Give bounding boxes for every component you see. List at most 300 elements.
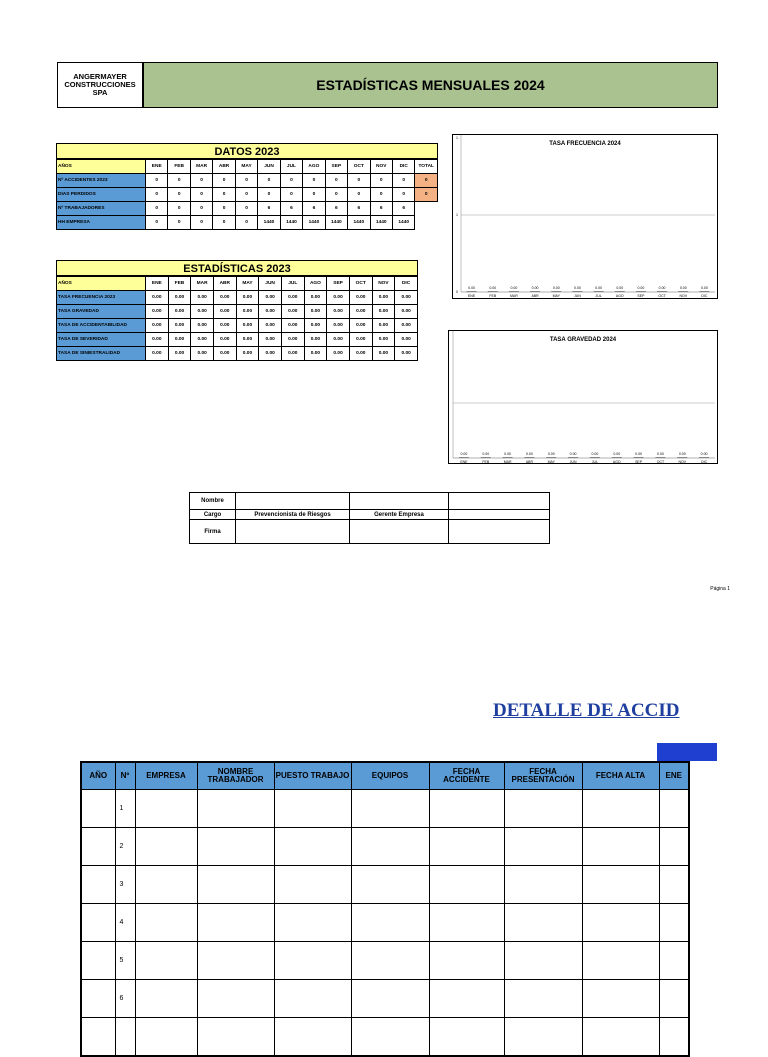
value-cell: 0.00: [213, 319, 236, 333]
value-cell: 0: [146, 216, 168, 230]
row-label: TASA GRAVEDAD: [57, 305, 146, 319]
chart-tasa-frecuencia: [452, 134, 718, 299]
month-header: ENE: [146, 277, 169, 291]
value-cell: 0: [235, 202, 257, 216]
value-cell: 0.00: [327, 333, 350, 347]
detail-cell[interactable]: [197, 904, 274, 942]
value-cell: 0: [146, 174, 168, 188]
x-tick-label: DIC: [701, 460, 708, 463]
detail-cell[interactable]: [351, 828, 429, 866]
value-cell: 6: [258, 202, 280, 216]
value-cell: 0: [235, 174, 257, 188]
value-cell: 0: [348, 188, 370, 202]
row-label: TASA FRECUENCIA 2023: [57, 291, 146, 305]
x-tick-label: NOV: [679, 294, 687, 298]
detail-header: AÑO: [81, 762, 115, 790]
value-cell: 0: [303, 174, 325, 188]
value-cell: 0.00: [281, 305, 304, 319]
y-tick-label: 0: [456, 290, 458, 294]
value-cell: 0.00: [236, 291, 259, 305]
row-label: HH EMPRESA: [57, 216, 146, 230]
month-header: FEB: [168, 160, 190, 174]
signature-table: [189, 492, 550, 544]
data-label: 0.00: [595, 286, 602, 290]
company-line-3: SPA: [58, 89, 142, 97]
detail-cell[interactable]: [81, 790, 115, 828]
month-header: NOV: [370, 160, 392, 174]
cargo-label: Cargo: [190, 510, 236, 520]
row-number: 6: [115, 980, 135, 1018]
value-cell: 0: [392, 174, 414, 188]
value-cell: 0.00: [304, 291, 327, 305]
data-label: 0.00: [679, 452, 686, 456]
chart-tasa-gravedad: [448, 330, 718, 464]
data-label: 0.00: [657, 452, 664, 456]
datos-table: [56, 159, 438, 230]
value-cell: 0.00: [259, 291, 282, 305]
month-header: JUL: [280, 160, 302, 174]
row-number: 5: [115, 942, 135, 980]
value-cell: 0.00: [168, 347, 191, 361]
nombre-cell-3[interactable]: [449, 493, 550, 510]
x-tick-label: MAR: [510, 294, 518, 298]
detail-cell[interactable]: [274, 904, 351, 942]
detail-cell[interactable]: [429, 866, 504, 904]
detail-cell[interactable]: [81, 980, 115, 1018]
value-cell: 0.00: [236, 333, 259, 347]
estadisticas-row: [57, 305, 418, 319]
x-tick-label: DIC: [701, 294, 708, 298]
company-name: [57, 62, 143, 108]
value-cell: 6: [280, 202, 302, 216]
value-cell: 0.00: [168, 291, 191, 305]
detail-header: Nº: [115, 762, 135, 790]
x-tick-label: FEB: [482, 460, 489, 463]
value-cell: 1440: [258, 216, 280, 230]
x-tick-label: JUL: [595, 294, 601, 298]
value-cell: 0.00: [213, 291, 236, 305]
value-cell: 0.00: [281, 291, 304, 305]
x-tick-label: MAR: [504, 460, 512, 463]
value-cell: 6: [348, 202, 370, 216]
value-cell: 0: [348, 174, 370, 188]
datos-row: [57, 216, 438, 230]
x-tick-label: JUN: [570, 460, 577, 463]
estadisticas-table: [56, 276, 418, 361]
value-cell: 0: [325, 188, 347, 202]
value-cell: 0.00: [191, 291, 214, 305]
data-label: 0.00: [592, 452, 599, 456]
estadisticas-row: [57, 319, 418, 333]
value-cell: 0: [168, 174, 190, 188]
table-row: [81, 828, 689, 866]
value-cell: 0.00: [168, 333, 191, 347]
month-header: AGO: [303, 160, 325, 174]
data-label: 0.00: [659, 286, 666, 290]
value-cell: 0.00: [236, 305, 259, 319]
x-tick-label: ABR: [531, 294, 539, 298]
data-label: 0.00: [482, 452, 489, 456]
detail-cell[interactable]: [197, 828, 274, 866]
data-label: 0.00: [701, 286, 708, 290]
value-cell: 0.00: [327, 305, 350, 319]
row-label: TASA DE SEVERIDAD: [57, 333, 146, 347]
month-header: NOV: [372, 277, 395, 291]
detail-header: EMPRESA: [135, 762, 197, 790]
firma-cell-2[interactable]: [350, 520, 449, 544]
value-cell: 0: [235, 188, 257, 202]
row-number: 4: [115, 904, 135, 942]
detail-cell[interactable]: [274, 1018, 351, 1056]
value-cell: 0.00: [191, 333, 214, 347]
value-cell: 0.00: [372, 319, 395, 333]
detail-cell[interactable]: [504, 1018, 582, 1056]
value-cell: 0.00: [304, 333, 327, 347]
chart-gravedad-svg: [449, 331, 717, 463]
detail-cell[interactable]: [197, 1018, 274, 1056]
value-cell: 1440: [370, 216, 392, 230]
detail-cell[interactable]: [582, 904, 659, 942]
table-row: [81, 790, 689, 828]
detail-cell[interactable]: [504, 790, 582, 828]
month-header: JUL: [281, 277, 304, 291]
value-cell: 0: [280, 188, 302, 202]
month-header: FEB: [168, 277, 191, 291]
value-cell: 0.00: [395, 319, 418, 333]
data-label: 0.00: [638, 286, 645, 290]
data-label: 0.00: [616, 286, 623, 290]
detail-cell[interactable]: [351, 904, 429, 942]
detail-cell[interactable]: [351, 1018, 429, 1056]
value-cell: 0: [168, 188, 190, 202]
value-cell: 0.00: [349, 291, 372, 305]
detail-cell[interactable]: [504, 980, 582, 1018]
value-cell: 0.00: [304, 319, 327, 333]
detail-cell[interactable]: [135, 980, 197, 1018]
data-label: 0.00: [548, 452, 555, 456]
value-cell: 0.00: [281, 333, 304, 347]
y-tick-label: 1: [456, 136, 458, 140]
value-cell: 0.00: [349, 333, 372, 347]
row-label: TASA DE SINIESTRALIDAD: [57, 347, 146, 361]
company-line-1: ANGERMAYER: [58, 73, 142, 81]
value-cell: 0: [168, 202, 190, 216]
table-row: [81, 866, 689, 904]
table-row: [81, 904, 689, 942]
detail-cell[interactable]: [81, 904, 115, 942]
x-tick-label: JUL: [592, 460, 598, 463]
detail-header: FECHA ALTA: [582, 762, 659, 790]
data-label: 0.00: [526, 452, 533, 456]
detail-cell[interactable]: [659, 980, 689, 1018]
value-cell: 0.00: [146, 333, 169, 347]
estadisticas-row: [57, 333, 418, 347]
value-cell: 1440: [348, 216, 370, 230]
value-cell: 0: [370, 188, 392, 202]
detail-cell[interactable]: [504, 942, 582, 980]
detail-cell[interactable]: [659, 1018, 689, 1056]
value-cell: 1440: [280, 216, 302, 230]
value-cell: 0.00: [146, 347, 169, 361]
firma-cell-3[interactable]: [449, 520, 550, 544]
detail-header: NOMBRE TRABAJADOR: [197, 762, 274, 790]
detail-cell[interactable]: [135, 828, 197, 866]
value-cell: 0.00: [349, 319, 372, 333]
detail-header: FECHA PRESENTACIÓN: [504, 762, 582, 790]
month-header: MAR: [191, 277, 214, 291]
data-label: 0.00: [468, 286, 475, 290]
data-label: 0.00: [570, 452, 577, 456]
data-label: 0.00: [613, 452, 620, 456]
value-cell: 0.00: [146, 291, 169, 305]
detail-cell[interactable]: [197, 866, 274, 904]
value-cell: 0: [370, 174, 392, 188]
month-header: MAY: [236, 277, 259, 291]
detail-cell[interactable]: [274, 980, 351, 1018]
value-cell: 0.00: [327, 347, 350, 361]
cargo-cell-3[interactable]: [449, 510, 550, 520]
month-header: AGO: [304, 277, 327, 291]
x-tick-label: JUN: [574, 294, 581, 298]
value-cell: 0: [190, 174, 212, 188]
value-cell: 0.00: [395, 333, 418, 347]
month-header: ENE: [146, 160, 168, 174]
estadisticas-row: [57, 347, 418, 361]
value-cell: 0.00: [395, 291, 418, 305]
cargo-prevencionista: Prevencionista de Riesgos: [236, 510, 350, 520]
value-cell: 0.00: [304, 305, 327, 319]
chart-title: TASA FRECUENCIA 2024: [453, 141, 717, 147]
value-cell: 0: [258, 188, 280, 202]
empty-cell: [415, 202, 438, 216]
detail-cell[interactable]: [504, 828, 582, 866]
detail-cell[interactable]: [197, 980, 274, 1018]
detail-cell[interactable]: [135, 866, 197, 904]
value-cell: 0: [213, 188, 235, 202]
value-cell: 0.00: [191, 305, 214, 319]
data-label: 0.00: [489, 286, 496, 290]
detail-header: EQUIPOS: [351, 762, 429, 790]
detail-cell[interactable]: [81, 1018, 115, 1056]
row-label: Nº ACCIDENTES 2023: [57, 174, 146, 188]
detail-cell[interactable]: [351, 980, 429, 1018]
detail-header: ENE: [659, 762, 689, 790]
x-tick-label: ABR: [526, 460, 534, 463]
detail-table: [80, 761, 690, 1057]
detail-cell[interactable]: [197, 790, 274, 828]
value-cell: 0.00: [213, 333, 236, 347]
value-cell: 0.00: [191, 319, 214, 333]
value-cell: 6: [303, 202, 325, 216]
row-label: TASA DE ACCIDENTABILIDAD: [57, 319, 146, 333]
detail-cell[interactable]: [81, 828, 115, 866]
row-label: Nº TRABAJADORES: [57, 202, 146, 216]
value-cell: 0: [146, 202, 168, 216]
firma-label: Firma: [190, 520, 236, 544]
value-cell: 1440: [392, 216, 414, 230]
x-tick-label: NOV: [678, 460, 686, 463]
value-cell: 0: [213, 202, 235, 216]
estadisticas-section: [56, 260, 418, 361]
detail-cell[interactable]: [351, 790, 429, 828]
datos-section: [56, 143, 438, 230]
chart-title: TASA GRAVEDAD 2024: [449, 337, 717, 343]
table-row: [81, 1018, 689, 1056]
month-header: DIC: [395, 277, 418, 291]
detail-cell[interactable]: [351, 866, 429, 904]
detail-cell[interactable]: [351, 942, 429, 980]
datos-title: DATOS 2023: [56, 143, 438, 159]
month-header: DIC: [392, 160, 414, 174]
value-cell: 0.00: [259, 305, 282, 319]
value-cell: 0.00: [304, 347, 327, 361]
detail-cell[interactable]: [582, 828, 659, 866]
detail-cell[interactable]: [659, 942, 689, 980]
detail-cell[interactable]: [135, 942, 197, 980]
total-header: TOTAL: [415, 160, 438, 174]
value-cell: 0: [190, 188, 212, 202]
nombre-cell-2[interactable]: [350, 493, 449, 510]
data-label: 0.00: [532, 286, 539, 290]
value-cell: 0.00: [191, 347, 214, 361]
col-anos: AÑOS: [57, 160, 146, 174]
detail-cell[interactable]: [582, 1018, 659, 1056]
cargo-gerente: Gerente Empresa: [350, 510, 449, 520]
detail-header: FECHA ACCIDENTE: [429, 762, 504, 790]
value-cell: 0.00: [372, 333, 395, 347]
page-number: Página 1: [700, 586, 730, 592]
nombre-label: Nombre: [190, 493, 236, 510]
value-cell: 0.00: [395, 305, 418, 319]
detail-cell[interactable]: [274, 866, 351, 904]
value-cell: 0: [146, 188, 168, 202]
x-tick-label: MAY: [553, 294, 561, 298]
value-cell: 0: [190, 216, 212, 230]
value-cell: 0: [392, 188, 414, 202]
detail-cell[interactable]: [429, 942, 504, 980]
detail-header: PUESTO TRABAJO: [274, 762, 351, 790]
firma-cell-1[interactable]: [236, 520, 350, 544]
value-cell: 0: [235, 216, 257, 230]
data-label: 0.00: [511, 286, 518, 290]
data-label: 0.00: [680, 286, 687, 290]
x-tick-label: ENE: [468, 294, 476, 298]
data-label: 0.00: [701, 452, 708, 456]
detail-cell[interactable]: [274, 790, 351, 828]
value-cell: 0: [325, 174, 347, 188]
detail-cell[interactable]: [659, 904, 689, 942]
detail-cell[interactable]: [429, 1018, 504, 1056]
value-cell: 0.00: [259, 319, 282, 333]
value-cell: 0.00: [259, 333, 282, 347]
row-number: 2: [115, 828, 135, 866]
value-cell: 0: [258, 174, 280, 188]
value-cell: 0.00: [395, 347, 418, 361]
x-tick-label: OCT: [657, 460, 665, 463]
row-label: DIAS PERDIDOS: [57, 188, 146, 202]
month-header: MAR: [190, 160, 212, 174]
detail-title: DETALLE DE ACCID: [493, 700, 680, 722]
detail-cell[interactable]: [504, 866, 582, 904]
value-cell: 0: [213, 216, 235, 230]
datos-row: [57, 174, 438, 188]
month-header: SEP: [325, 160, 347, 174]
detail-cell[interactable]: [659, 790, 689, 828]
value-cell: 6: [392, 202, 414, 216]
detail-cell[interactable]: [429, 980, 504, 1018]
detail-cell[interactable]: [582, 980, 659, 1018]
data-label: 0.00: [635, 452, 642, 456]
total-cell: 0: [415, 188, 438, 202]
total-cell: 0: [415, 174, 438, 188]
detail-cell[interactable]: [135, 904, 197, 942]
detail-cell[interactable]: [504, 904, 582, 942]
value-cell: 0.00: [281, 319, 304, 333]
month-header: JUN: [258, 160, 280, 174]
detail-cell[interactable]: [659, 866, 689, 904]
nombre-cell-1[interactable]: [236, 493, 350, 510]
header-color-block: [657, 743, 717, 761]
row-number: 3: [115, 866, 135, 904]
detail-cell[interactable]: [274, 828, 351, 866]
month-header: MAY: [235, 160, 257, 174]
detail-cell[interactable]: [81, 866, 115, 904]
x-tick-label: OCT: [658, 294, 666, 298]
detail-cell[interactable]: [429, 828, 504, 866]
row-number: [115, 1018, 135, 1056]
detail-cell[interactable]: [582, 790, 659, 828]
value-cell: 0: [190, 202, 212, 216]
detail-cell[interactable]: [582, 866, 659, 904]
datos-row: [57, 188, 438, 202]
page-title: ESTADÍSTICAS MENSUALES 2024: [143, 62, 718, 108]
detail-cell[interactable]: [429, 904, 504, 942]
detail-cell[interactable]: [274, 942, 351, 980]
month-header: ABR: [213, 160, 235, 174]
estadisticas-title: ESTADÍSTICAS 2023: [56, 260, 418, 276]
row-number: 1: [115, 790, 135, 828]
x-tick-label: ENE: [460, 460, 468, 463]
value-cell: 1440: [325, 216, 347, 230]
detail-cell[interactable]: [81, 942, 115, 980]
value-cell: 0.00: [349, 347, 372, 361]
value-cell: 0.00: [372, 291, 395, 305]
detail-cell[interactable]: [429, 790, 504, 828]
month-header: OCT: [348, 160, 370, 174]
value-cell: 0.00: [327, 291, 350, 305]
value-cell: 6: [370, 202, 392, 216]
data-label: 0.00: [574, 286, 581, 290]
detail-cell[interactable]: [135, 1018, 197, 1056]
month-header: ABR: [213, 277, 236, 291]
value-cell: 0.00: [168, 305, 191, 319]
datos-row: [57, 202, 438, 216]
value-cell: 0.00: [372, 347, 395, 361]
value-cell: 0.00: [146, 319, 169, 333]
month-header: JUN: [259, 277, 282, 291]
value-cell: 0.00: [146, 305, 169, 319]
value-cell: 0.00: [213, 305, 236, 319]
detail-cell[interactable]: [197, 942, 274, 980]
value-cell: 0.00: [259, 347, 282, 361]
detail-cell[interactable]: [135, 790, 197, 828]
data-label: 0.00: [461, 452, 468, 456]
company-line-2: CONSTRUCCIONES: [58, 81, 142, 89]
value-cell: 0: [303, 188, 325, 202]
value-cell: 0.00: [327, 319, 350, 333]
detail-cell[interactable]: [659, 828, 689, 866]
detail-cell[interactable]: [582, 942, 659, 980]
